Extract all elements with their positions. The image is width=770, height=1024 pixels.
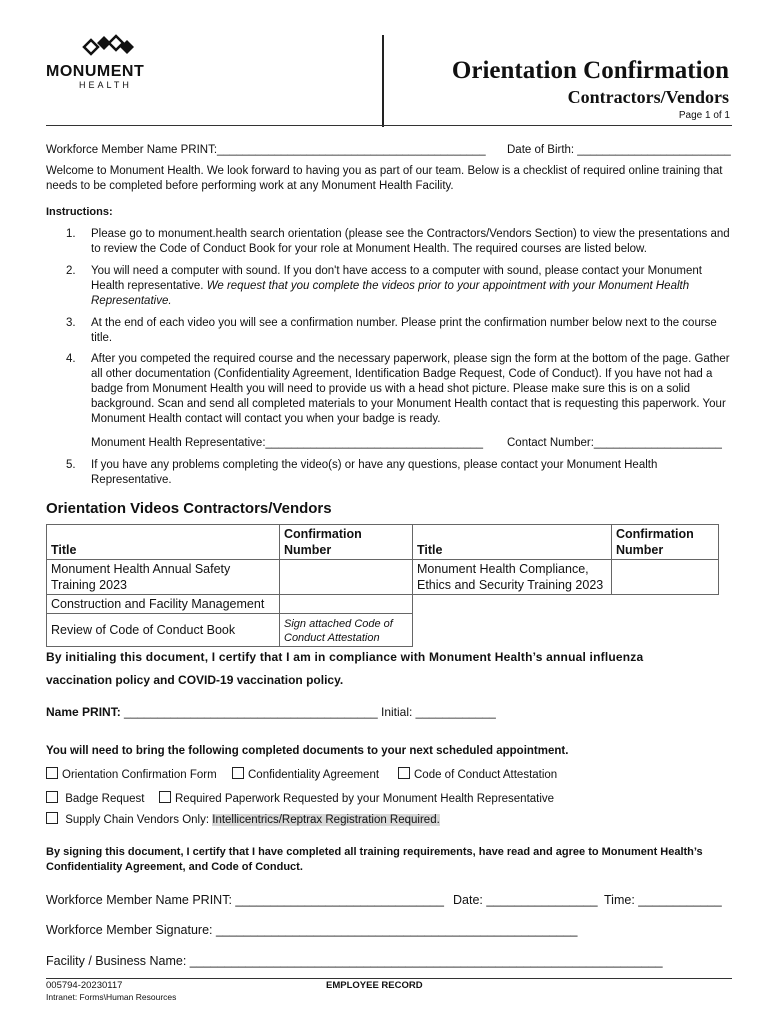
- confirmation-note: Sign attached Code of Conduct Attestation: [280, 614, 413, 647]
- table-row: [47, 560, 719, 595]
- form-code: 005794-20230117: [46, 980, 123, 991]
- empty-cell: [612, 595, 719, 614]
- member-name-field[interactable]: Workforce Member Name PRINT:__________________________________________: [46, 144, 486, 156]
- confirmation-input[interactable]: [280, 560, 413, 595]
- col-title-header: Title: [47, 525, 280, 560]
- empty-cell: [612, 614, 719, 647]
- checkbox-label: Code of Conduct Attestation: [414, 769, 558, 781]
- instruction-text-plain: You will need a computer with sound. If you don't have access to a computer with sound, please contact your Monument Health representative.: [91, 265, 702, 292]
- facility-field[interactable]: Facility / Business Name: ____________________________________________________________________: [46, 954, 663, 968]
- checkbox-icon[interactable]: [398, 767, 410, 779]
- videos-heading: Orientation Videos Contractors/Vendors: [46, 500, 332, 517]
- monument-health-logo-icon: [80, 33, 138, 59]
- instruction-text: At the end of each video you will see a confirmation number. Please print the confirmation number below next to the course title.: [91, 317, 717, 344]
- instruction-number: 2.: [66, 265, 76, 277]
- certify-signature: By signing this document, I certify that I have completed all training requirements, have read and agree to Monument Health’s Confidentiality Agreement, and Code of Conduct.: [46, 846, 703, 873]
- video-title: Monument Health Annual Safety Training 2023: [47, 560, 280, 595]
- page-subtitle: Contractors/Vendors: [567, 87, 729, 107]
- instruction-text-italic: We request that you complete the videos prior to your appointment with your Monument Health Representative.: [91, 280, 690, 307]
- col-confirmation-header-right: Confirmation Number: [612, 525, 719, 560]
- name-print-row: [46, 705, 496, 720]
- sign-time-field[interactable]: Time: ____________: [604, 893, 722, 907]
- checkbox-label: Confidentiality Agreement: [248, 769, 380, 781]
- highlighted-requirement: Intellicentrics/Reptrax Registration Required.: [212, 814, 440, 826]
- header-rule: [46, 125, 732, 126]
- checkbox-paperwork[interactable]: [159, 791, 554, 807]
- table-row: [47, 614, 719, 647]
- checkbox-label: Orientation Confirmation Form: [62, 769, 217, 781]
- instruction-text: If you have any problems completing the video(s) or have any questions, please contact your Monument Health Representative.: [91, 459, 658, 486]
- checkbox-icon[interactable]: [159, 791, 171, 803]
- videos-table: [46, 524, 719, 647]
- footer-rule: [46, 978, 732, 979]
- video-title: Construction and Facility Management: [47, 595, 280, 614]
- instruction-text: After you competed the required course and the necessary paperwork, please sign the form at the bottom of the page. Gather all other documentation (Confidentiality Agreement, Identification Badge Request, Code of Conduct). If you have not had a badge from Monument Health you will need to provide us with a head shot picture. Please make sure this is on a solid background. Scan and send all completed materials to your Monument Health contact that is requesting this paperwork. Your Monument Health contact will contact you when your badge is ready.: [91, 353, 730, 425]
- bring-documents-text: You will need to bring the following completed documents to your next scheduled appointment.: [46, 745, 569, 757]
- col-title-header-right: Title: [413, 525, 612, 560]
- checkbox-label: Required Paperwork Requested by your Monument Health Representative: [175, 793, 555, 805]
- checkbox-icon[interactable]: [232, 767, 244, 779]
- initial-field[interactable]: Initial: ____________: [380, 705, 496, 719]
- intranet-path: Intranet: Forms\Human Resources: [46, 992, 177, 1002]
- signature-field[interactable]: Workforce Member Signature: ____________________________________________________: [46, 923, 578, 937]
- video-title: Review of Code of Conduct Book: [47, 614, 280, 647]
- welcome-text: Welcome to Monument Health. We look forward to having you as part of our team. Below is a checklist of required online training that needs to be completed before performing work at any Monument Health Facility.: [46, 165, 723, 192]
- checkbox-badge[interactable]: [46, 791, 145, 807]
- instruction-number: 1.: [66, 228, 76, 240]
- page-number: Page 1 of 1: [678, 110, 730, 121]
- instruction-text: Please go to monument.health search orientation (please see the Contractors/Vendors Section) to view the presentations and to review the Code of Conduct Book for your role at Monument Health. The required courses are listed below.: [91, 228, 730, 255]
- checkbox-label: Supply Chain Vendors Only:: [65, 814, 210, 826]
- checkbox-supply-chain[interactable]: [46, 812, 440, 828]
- name-print-input[interactable]: ______________________________________: [124, 705, 378, 719]
- instructions-label: Instructions:: [46, 206, 113, 218]
- sign-date-field[interactable]: Date: ________________: [453, 893, 598, 907]
- checkbox-label: Badge Request: [65, 793, 145, 805]
- checkbox-orientation[interactable]: [46, 767, 217, 783]
- confirmation-input[interactable]: [280, 595, 413, 614]
- certify-vaccination: By initialing this document, I certify that I am in compliance with Monument Health’s annual influenza: [46, 650, 644, 664]
- certify-vaccination-cont: vaccination policy and COVID-19 vaccination policy.: [46, 673, 344, 687]
- video-title-right: Monument Health Compliance, Ethics and Security Training 2023: [413, 560, 612, 595]
- logo-name: MONUMENT: [46, 63, 145, 80]
- checkbox-confidentiality[interactable]: [232, 767, 379, 783]
- instruction-number: 5.: [66, 459, 76, 471]
- page-title: Orientation Confirmation: [451, 57, 729, 84]
- representative-field[interactable]: Monument Health Representative:__________________________________: [91, 437, 483, 449]
- name-print-label: Name PRINT:: [46, 705, 121, 719]
- instruction-number: 3.: [66, 317, 76, 329]
- col-confirmation-header: Confirmation Number: [280, 525, 413, 560]
- table-row: [47, 595, 719, 614]
- contact-number-field[interactable]: Contact Number:____________________: [507, 437, 722, 449]
- instruction-text: [91, 264, 731, 309]
- checkbox-icon[interactable]: [46, 767, 58, 779]
- dob-field[interactable]: Date of Birth: ________________________: [507, 144, 731, 156]
- header-divider: [382, 35, 384, 127]
- checkbox-icon[interactable]: [46, 812, 58, 824]
- empty-cell: [413, 614, 612, 647]
- employee-record-label: EMPLOYEE RECORD: [326, 980, 423, 991]
- sign-member-name-field[interactable]: Workforce Member Name PRINT: ______________________________: [46, 893, 444, 907]
- confirmation-input-right[interactable]: [612, 560, 719, 595]
- empty-cell: [413, 595, 612, 614]
- checkbox-icon[interactable]: [46, 791, 58, 803]
- checkbox-code-attestation[interactable]: [398, 767, 557, 783]
- instruction-number: 4.: [66, 353, 76, 365]
- table-header-row: [47, 525, 719, 560]
- logo-subtitle: HEALTH: [79, 80, 132, 90]
